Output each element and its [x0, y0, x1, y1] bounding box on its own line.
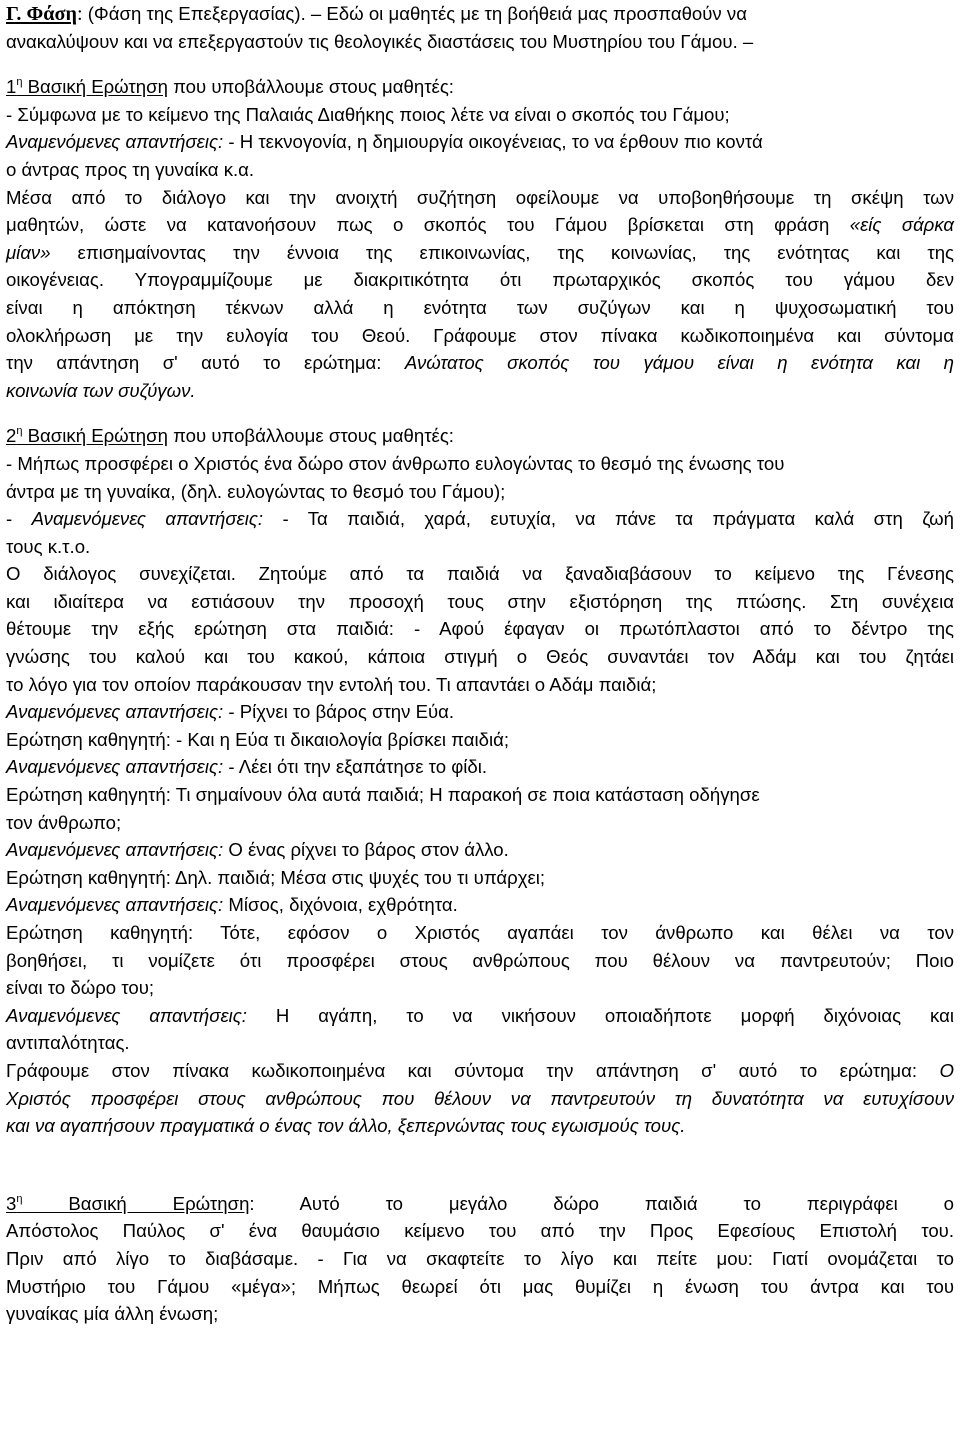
q1-paragraph-line: είναι η απόκτηση τέκνων αλλά η ενότητα των συζύγων και η ψυχοσωματική του [6, 296, 954, 318]
q2-line: Αναμενόμενες απαντήσεις: - Λέει ότι την εξαπάτησε το φίδι. [6, 756, 488, 778]
q1-paragraph-line: Μέσα από το διάλογο και την ανοιχτή συζήτηση οφείλουμε να υποβοηθήσουμε τη σκέψη των [6, 186, 954, 208]
expected-label: Αναμενόμενες απαντήσεις: [6, 701, 224, 723]
q2-line: Αναμενόμενες απαντήσεις: Η αγάπη, το να νικήσουν οποιαδήποτε μορφή διχόνοιας και [6, 1004, 954, 1026]
q2-line: Αναμενόμενες απαντήσεις: Ο ένας ρίχνει το βάρος στον άλλο. [6, 839, 509, 861]
spacer [6, 1180, 954, 1190]
q2-line: Αναμενόμενες απαντήσεις: - Ρίχνει το βάρος στην Εύα. [6, 701, 455, 723]
answer-emphasis: Ανώτατος σκοπός του γάμου είναι η ενότητα και η [404, 352, 954, 374]
q2-line: είναι το δώρο του; [6, 977, 155, 999]
q1-answer-end: κοινωνία των συζύγων. [6, 379, 196, 401]
q1-heading-intro: που υποβάλλουμε στους μαθητές: [167, 76, 454, 98]
q2-line: Ερώτηση καθηγητή: - Και η Εύα τι δικαιολογία βρίσκει παιδιά; [6, 728, 509, 750]
q2-heading-title: $2^\eta$ Βασική Ερώτηση [6, 425, 168, 447]
expected-label: Αναμενόμενες απαντήσεις: [6, 756, 224, 778]
q2-line: - Μήπως προσφέρει ο Χριστός ένα δώρο στον άνθρωπο ευλογώντας το θεσμό της ένωσης του [6, 452, 785, 474]
q1-paragraph-line: οικογένειας. Υπογραμμίζουμε με διακριτικότητα ότι πρωταρχικός σκοπός του γάμου δεν [6, 269, 954, 291]
q1-question: - Σύμφωνα με το κείμενο της Παλαιάς Διαθήκης ποιος λέτε να είναι ο σκοπός του Γάμου; [6, 103, 730, 125]
q2-heading-intro: που υποβάλλουμε στους μαθητές: [167, 425, 454, 447]
q2-line: τον άνθρωπο; [6, 811, 122, 833]
q3-line: γυναίκας μία άλλη ένωση; [6, 1303, 219, 1325]
phase-label: Γ. Φάση [6, 3, 77, 25]
quote: «είς σάρκα [849, 214, 954, 236]
spacer [6, 55, 954, 73]
q2-answer-line: και να αγαπήσουν πραγματικά ο ένας τον άλλο, ξεπερνώντας τους εγωισμούς τους. [6, 1115, 686, 1137]
q1-expected-line-1 [6, 128, 954, 156]
expected-label: Αναμενόμενες απαντήσεις: [6, 839, 224, 861]
expected-label: Αναμενόμενες απαντήσεις: [6, 131, 224, 153]
q2-line: αντιπαλότητας. [6, 1032, 130, 1054]
q2-line: Γράφουμε στον πίνακα κωδικοποιημένα και σύντομα την απάντηση σ' αυτό το ερώτημα: Ο [6, 1059, 954, 1081]
q3-heading: $3^\eta$ Βασική Ερώτηση: Αυτό το μεγάλο δώρο παιδιά το περιγράφει ο [6, 1192, 954, 1214]
spacer [6, 1140, 954, 1180]
spacer [6, 404, 954, 422]
q1-expected-line-2: ο άντρας προς τη γυναίκα κ.α. [6, 158, 255, 180]
q1-paragraph-line: την απάντηση σ' αυτό το ερώτημα: Ανώτατος σκοπός του γάμου είναι η ενότητα και η [6, 352, 954, 374]
phase-heading-line [6, 0, 954, 28]
q2-line: Ο διάλογος συνεχίζεται. Ζητούμε από τα παιδιά να ξαναδιαβάσουν το κείμενο της Γένεσης [6, 563, 954, 585]
q1-paragraph-line: μίαν» επισημαίνοντας την έννοια της επικοινωνίας, της κοινωνίας, της ενότητας και της [6, 241, 954, 263]
q2-answer-line: Χριστός προσφέρει στους ανθρώπους που θέλουν να παντρευτούν τη δυνατότητα να ευτυχίσουν [6, 1087, 954, 1109]
q2-line: τους κ.τ.ο. [6, 535, 91, 557]
q2-line: άντρα με τη γυναίκα, (δηλ. ευλογώντας το θεσμό του Γάμου); [6, 480, 506, 502]
expected-label: Αναμενόμενες απαντήσεις: [6, 1004, 247, 1026]
q2-line: - Αναμενόμενες απαντήσεις: - Τα παιδιά, χαρά, ευτυχία, να πάνε τα πράγματα καλά στη ζωή [6, 508, 955, 530]
expected-label: Αναμενόμενες απαντήσεις: [6, 894, 224, 916]
q2-line: θέτουμε την εξής ερώτηση στα παιδιά: - Αφού έφαγαν οι πρωτόπλαστοι από το δέντρο της [6, 618, 954, 640]
phase-text-2: ανακαλύψουν και να επεξεργαστούν τις θεολογικές διαστάσεις του Μυστηρίου του Γάμου. – [6, 30, 754, 52]
q1-heading-title: $1^\eta$ Βασική Ερώτηση [6, 76, 168, 98]
quote: μίαν» [6, 241, 51, 263]
q2-line: γνώσης του καλού και του κακού, κάποια στιγμή ο Θεός συναντάει τον Αδάμ και του ζητάει [6, 646, 954, 668]
q2-line: και ιδιαίτερα να εστιάσουν την προσοχή τους στην εξιστόρηση της πτώσης. Στη συνέχεια [6, 590, 954, 612]
q2-line: Αναμενόμενες απαντήσεις: Μίσος, διχόνοια, εχθρότητα. [6, 894, 458, 916]
q2-heading [6, 422, 954, 450]
q3-heading-title: $3^\eta$ Βασική Ερώτηση [6, 1192, 250, 1214]
q3-line: Απόστολος Παύλος σ' ένα θαυμάσιο κείμενο του από την Προς Εφεσίους Επιστολή του. [6, 1220, 954, 1242]
phase-text-1: (Φάση της Επεξεργασίας). – Εδώ οι μαθητές με τη βοήθειά μας προσπαθούν να [82, 3, 747, 24]
q2-line: βοηθήσει, τι νομίζετε ότι προσφέρει στους ανθρώπους που θέλουν να παντρευτούν; Ποιο [6, 949, 954, 971]
q1-heading [6, 73, 954, 101]
phase-sep: : [76, 3, 83, 25]
q1-paragraph-line: μαθητών, ώστε να κατανοήσουν πως ο σκοπός του Γάμου βρίσκεται στη φράση «είς σάρκα [6, 214, 954, 236]
expected-label: Αναμενόμενες απαντήσεις: [31, 508, 264, 530]
q2-line: Ερώτηση καθηγητή: Τι σημαίνουν όλα αυτά παιδιά; Η παρακοή σε ποια κατάσταση οδήγησε [6, 784, 760, 806]
expected-text: - Η τεκνογονία, η δημιουργία οικογένειας, το να έρθουν πιο κοντά [223, 131, 763, 153]
q2-line: Ερώτηση καθηγητή: Δηλ. παιδιά; Μέσα στις ψυχές του τι υπάρχει; [6, 866, 546, 888]
q2-line: Ερώτηση καθηγητή: Τότε, εφόσον ο Χριστός αγαπάει τον άνθρωπο και θέλει να τον [6, 922, 954, 943]
q2-line: το λόγο για τον οποίον παράκουσαν την εντολή του. Τι απαντάει ο Αδάμ παιδιά; [6, 673, 657, 695]
q3-line: Μυστήριο του Γάμου «μέγα»; Μήπως θεωρεί ότι μας θυμίζει η ένωση του άντρα και του [6, 1275, 954, 1297]
q3-line: Πριν από λίγο το διαβάσαμε. - Για να σκαφτείτε το λίγο και πείτε μου: Γιατί ονομάζεται το [6, 1247, 954, 1269]
q1-paragraph-line: ολοκλήρωση με την ευλογία του Θεού. Γράφουμε στον πίνακα κωδικοποιημένα και σύντομα [6, 324, 954, 346]
answer-emphasis: Ο [939, 1059, 954, 1081]
